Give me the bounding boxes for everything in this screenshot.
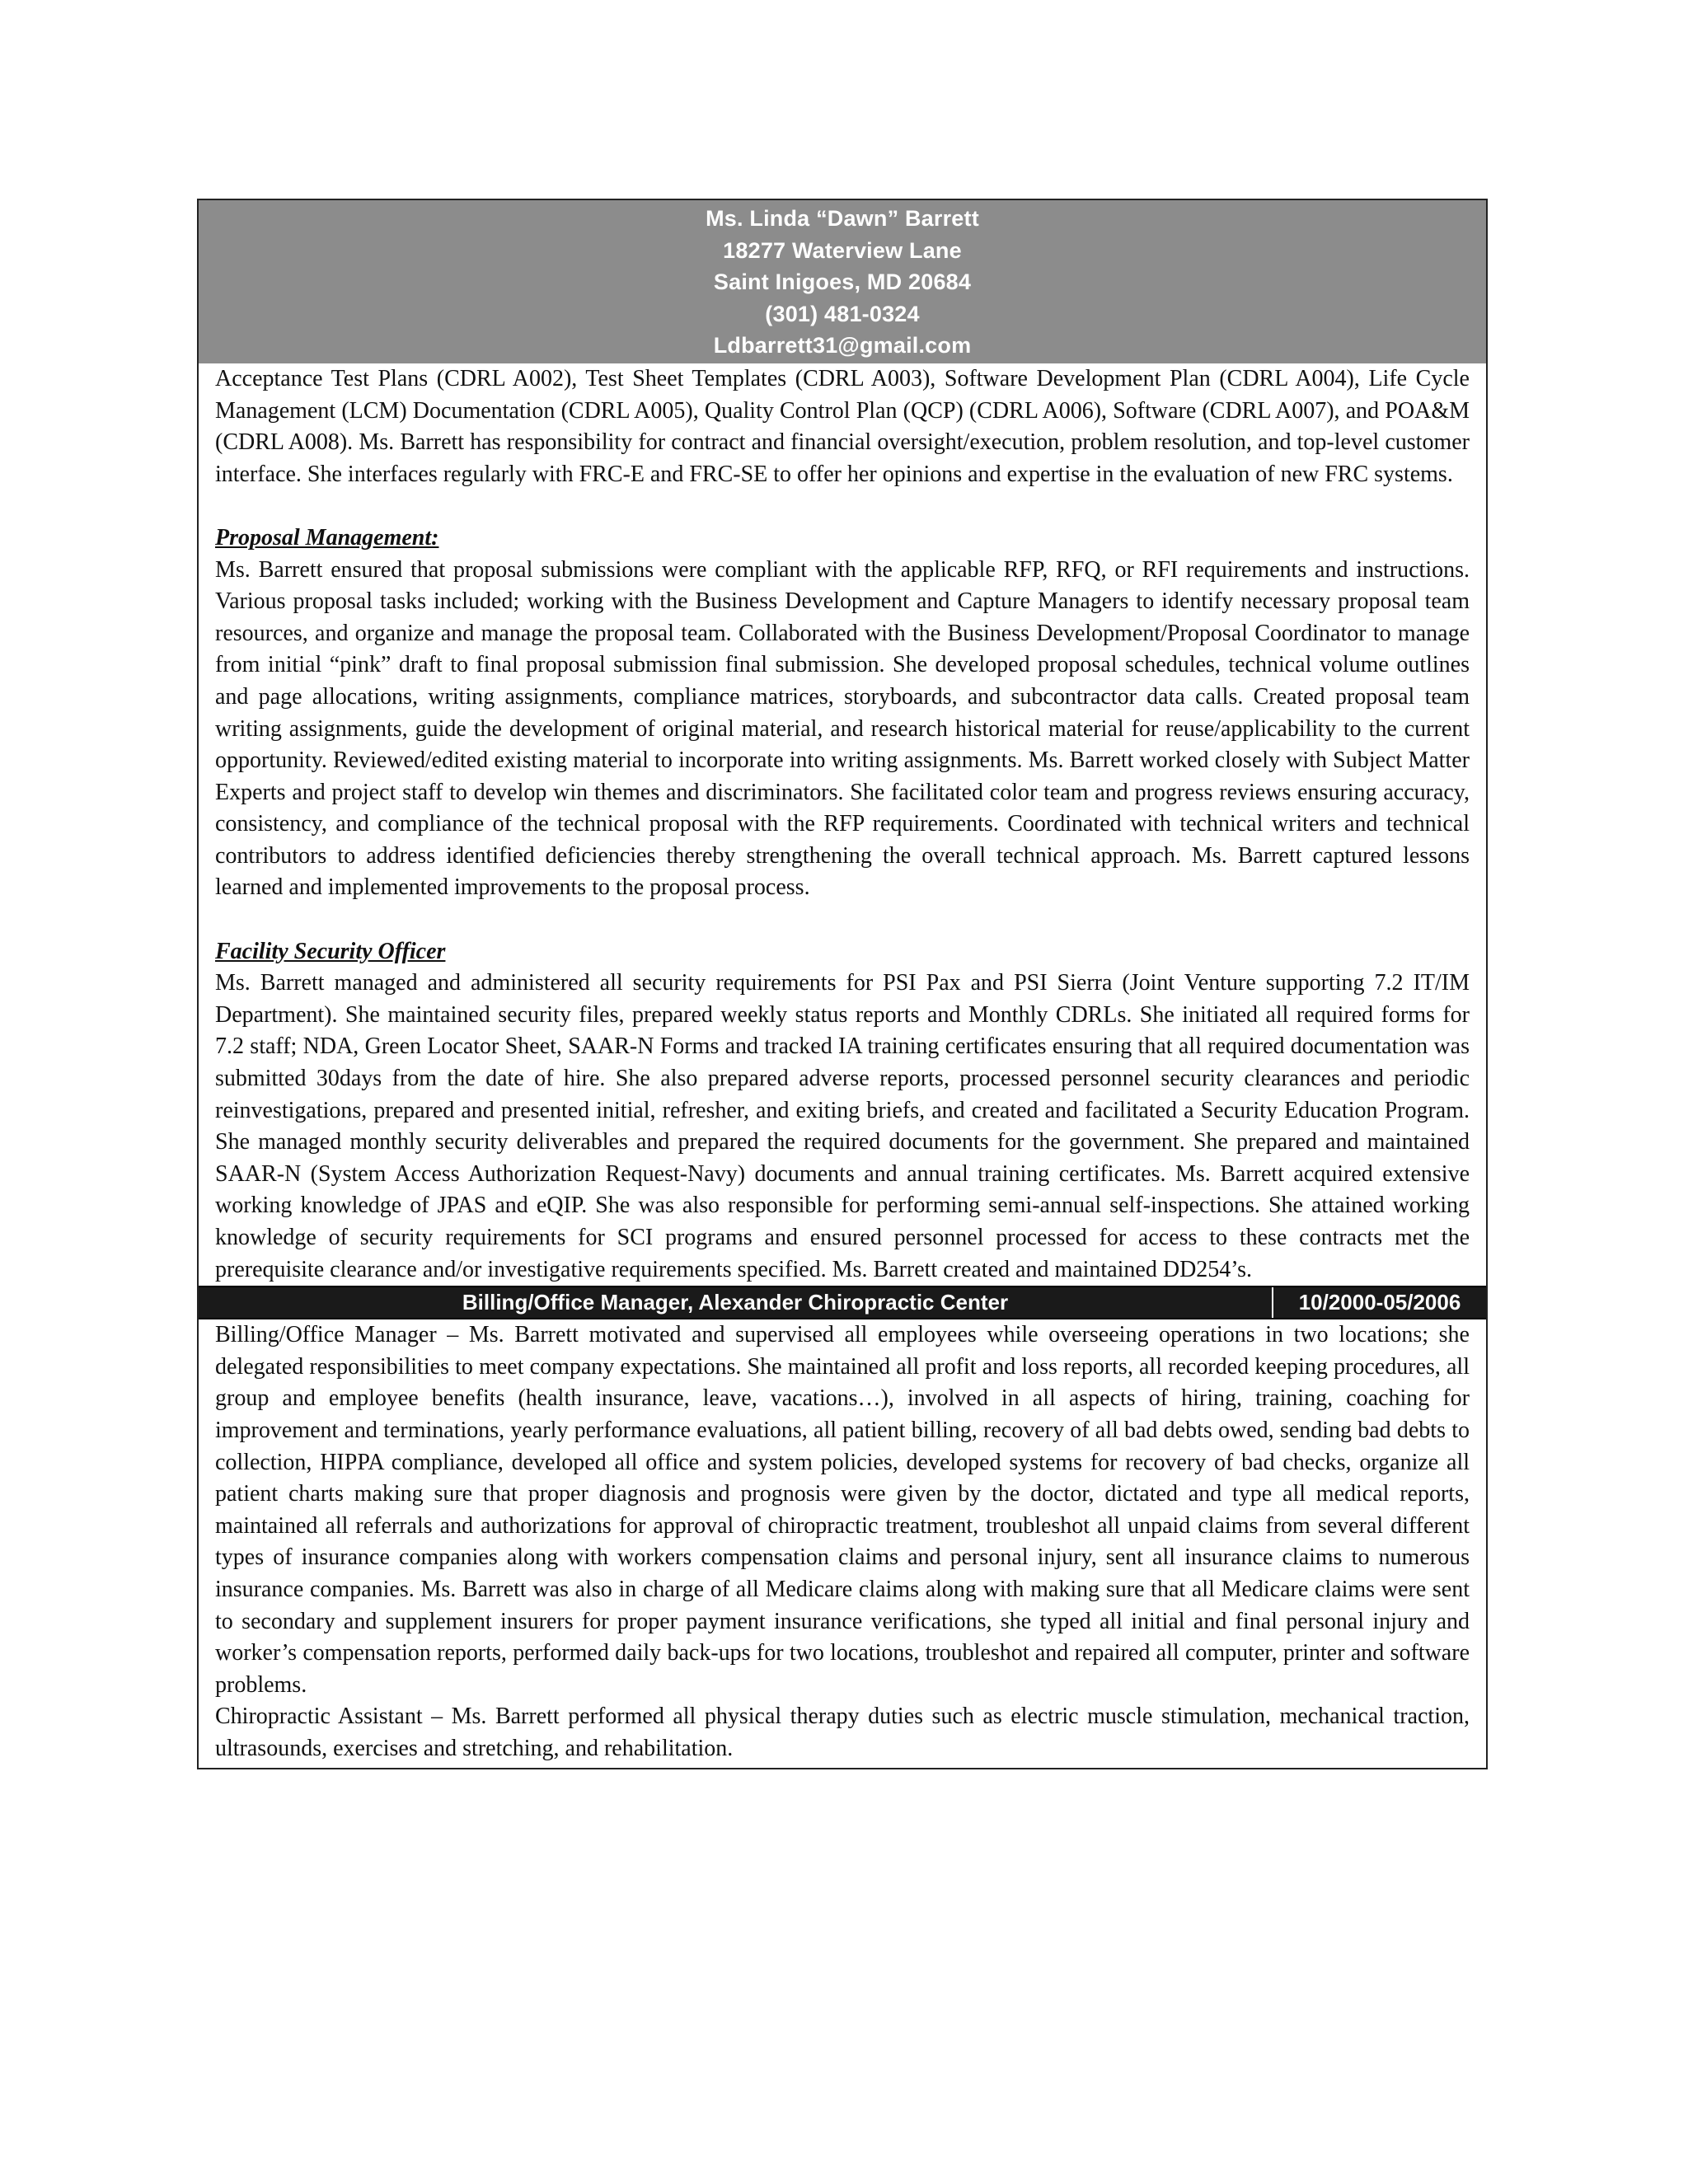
job-title: Billing/Office Manager, Alexander Chiropractic Center <box>199 1287 1273 1318</box>
resume-page-frame <box>197 199 1488 1769</box>
city-state-zip: Saint Inigoes, MD 20684 <box>713 269 972 295</box>
spacer <box>215 904 1470 936</box>
candidate-name: Ms. Linda “Dawn” Barrett <box>706 206 979 231</box>
chiropractic-assistant-paragraph: Chiropractic Assistant – Ms. Barrett performed all physical therapy duties such as electric muscle stimulation, mechanical traction, ultrasounds, exercises and stretching, and rehabilitation. <box>215 1704 1470 1761</box>
job-details <box>199 1319 1486 1767</box>
experience-details <box>199 363 1486 1286</box>
contact-header <box>199 200 1486 363</box>
email-address: Ldbarrett31@gmail.com <box>713 333 972 359</box>
job-dates: 10/2000-05/2006 <box>1298 1290 1461 1315</box>
security-paragraph: Ms. Barrett managed and administered all security requirements for PSI Pax and PSI Sierra (Joint Venture supporting 7.2 IT/IM Department). She maintained security files, prepared weekly status reports and Monthly CDRLs. She initiated all required forms for 7.2 staff; NDA, Green Locator Sheet, SAAR-N Forms and tracked IA training certificates ensuring that all required documentation was submitted 30days from the date of hire. She also prepared adverse reports, processed personnel security clearances and periodic reinvestigations, prepared and presented initial, refresher, and exiting briefs, and created and facilitated a Security Education Program. She managed monthly security deliverables and prepared the required documents for the government. She prepared and maintained SAAR-N (System Access Authorization Request-Navy) documents and annual training certificates. Ms. Barrett acquired extensive working knowledge of JPAS and eQIP. She was also responsible for performing semi-annual self-inspections. She attained working knowledge of security requirements for SCI programs and ensured personnel processed for access to these contracts met the prerequisite clearance and/or investigative requirements specified. Ms. Barrett created and maintained DD254’s. <box>215 970 1470 1282</box>
proposal-paragraph: Ms. Barrett ensured that proposal submissions were compliant with the applicable RFP, RFQ, or RFI requirements and instructions. Various proposal tasks included; working with the Business Development and Capture Managers to identify necessary proposal team resources, and organize and manage the proposal team. Collaborated with the Business Development/Proposal Coordinator to manage from initial “pink” draft to final proposal submission final submission. She developed proposal schedules, technical volume outlines and page allocations, writing assignments, compliance matrices, storyboards, and subcontractor data calls. Created proposal team writing assignments, guide the development of original material, and research historical material for reuse/applicability to the current opportunity. Reviewed/edited existing material to incorporate into writing assignments. Ms. Barrett worked closely with Subject Matter Experts and project staff to develop win themes and discriminators. She facilitated color team and progress reviews ensuring accuracy, consistency, and compliance of the technical proposal with the RFP requirements. Coordinated with technical writers and technical contributors to address identified deficiencies thereby strengthening the overall technical approach. Ms. Barrett captured lessons learned and implemented improvements to the proposal process. <box>215 556 1470 901</box>
proposal-heading: Proposal Management: <box>215 524 439 551</box>
billing-manager-paragraph: Billing/Office Manager – Ms. Barrett motivated and supervised all employees while overseeing operations in two locations; she delegated responsibilities to meet company expectations. She maintained all profit and loss reports, all recorded keeping procedures, all group and employee benefits (health insurance, leave, vacations…), involved in all aspects of hiring, training, coaching for improvement and terminations, yearly performance evaluations, all patient billing, recovery of all bad debts owed, sending bad debts to collection, HIPPA compliance, developed all office and system policies, developed systems for recovery of bad checks, organize all patient charts making sure that proper diagnosis and prognosis were given by the doctor, dictated and type all medical reports, maintained all referrals and authorizations for approval of chiropractic treatment, troubleshot all unpaid claims from several different types of insurance companies along with workers compensation claims and personal injury, sent all insurance claims to numerous insurance companies. Ms. Barrett was also in charge of all Medicare claims along with making sure that all Medicare claims were sent to secondary and supplement insurers for proper payment insurance verifications, she typed all initial and final personal injury and worker’s compensation reports, performed daily back-ups for two locations, troubleshot and repaired all computer, printer and software problems. <box>215 1322 1470 1698</box>
intro-paragraph: Acceptance Test Plans (CDRL A002), Test Sheet Templates (CDRL A003), Software Development Plan (CDRL A004), Life Cycle Management (LCM) Documentation (CDRL A005), Quality Control Plan (QCP) (CDRL A006), Software (CDRL A007), and POA&M (CDRL A008). Ms. Barrett has responsibility for contract and financial oversight/execution, problem resolution, and top-level customer interface. She interfaces regularly with FRC-E and FRC-SE to offer her opinions and expertise in the evaluation of new FRC systems. <box>215 365 1470 487</box>
spacer <box>215 490 1470 523</box>
job-title-bar <box>199 1286 1486 1319</box>
street-address: 18277 Waterview Lane <box>723 237 962 263</box>
security-heading: Facility Security Officer <box>215 938 446 964</box>
phone-number: (301) 481-0324 <box>765 301 920 326</box>
